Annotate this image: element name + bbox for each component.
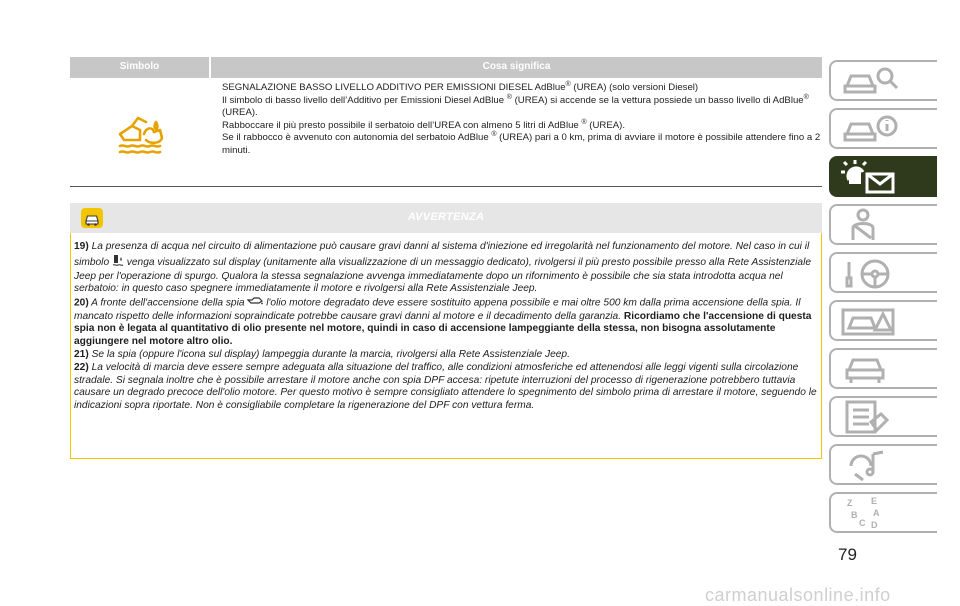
multimedia-icon — [841, 448, 901, 482]
tab-technical-data[interactable] — [829, 396, 937, 437]
desc-line-2: Il simbolo di basso livello dell’Additivo per Emissioni Diesel AdBlue ® (UREA) si accende se la vettura possiede un basso livello di AdBlue® (UREA). — [222, 93, 809, 119]
svg-text:B: B — [851, 510, 858, 520]
warning-title: AVVERTENZA — [407, 211, 485, 223]
watermark: carmanualsonline.info — [705, 585, 891, 605]
desc-line-3: Rabboccare il più presto possibile il serbatoio dell’UREA con almeno 5 litri di AdBlue ® (UREA). — [222, 118, 625, 131]
oil-degraded-icon — [247, 296, 263, 310]
page-number: 79 — [838, 545, 857, 564]
note-19: 19) La presenza di acqua nel circuito di alimentazione può causare gravi danni al sistema d'iniezione ed irregolarità nel funzionamento del motore. Nel caso in cui il simbolo venga visualizzato sul display (unitamente alla visualizzazione di un messaggio dedicato), rivolgersi il più presto possibile presso alla Rete Assistenziale Jeep per l'operazione di spurgo. Qualora la stessa segnalazione avvenga immediatamente dopo un rifornimento è possibile che sia stata introdotta acqua nel serbatoio: in questo caso spegnere immediatamente il motore e rivolgersi alla Rete Assistenziale Jeep. — [74, 241, 812, 295]
car-search-icon — [841, 64, 901, 98]
technical-data-icon — [841, 400, 901, 434]
svg-text:A: A — [873, 508, 880, 518]
warning-light-message-icon — [841, 160, 901, 194]
header-symbol: Simbolo — [119, 61, 160, 72]
seatbelt-person-icon — [841, 208, 901, 242]
car-info-icon — [841, 112, 901, 146]
warning-text — [74, 241, 818, 413]
row-divider — [70, 186, 822, 187]
svg-text:C: C — [859, 518, 866, 528]
note-21: 21) Se la spia (oppure l'icona sul display) lampeggia durante la marcia, rivolgersi alla Rete Assistenziale Jeep. — [74, 348, 570, 360]
water-in-fuel-icon — [112, 254, 124, 271]
desc-line-4: Se il rabbocco è avvenuto con autonomia del serbatoio AdBlue ® (UREA) pari a 0 km, prima di avviare il motore è possibile attendere fino a 2 minuti. — [222, 131, 821, 156]
warning-header — [70, 203, 822, 233]
symbol-description — [222, 82, 822, 158]
tab-warning-lights[interactable] — [829, 156, 937, 197]
svg-text:D: D — [871, 520, 878, 530]
tab-emergency[interactable] — [829, 300, 937, 341]
index-icon — [841, 496, 901, 536]
tab-car-info[interactable] — [829, 108, 937, 149]
tab-car-search[interactable] — [829, 60, 937, 101]
steering-wheel-icon — [841, 256, 901, 290]
svg-text:E: E — [871, 496, 878, 506]
header-meaning: Cosa significa — [482, 61, 551, 72]
car-service-icon — [841, 352, 901, 386]
adblue-water-in-fuel-icon — [116, 114, 168, 161]
table-header — [70, 57, 822, 78]
tab-safety[interactable] — [829, 204, 937, 245]
tab-multimedia[interactable] — [829, 444, 937, 485]
car-hazard-icon — [841, 304, 901, 338]
desc-line-1: SEGNALAZIONE BASSO LIVELLO ADDITIVO PER EMISSIONI DIESEL AdBlue® (UREA) (solo versioni Diesel) — [222, 80, 699, 93]
tab-maintenance[interactable] — [829, 348, 937, 389]
tab-starting-driving[interactable] — [829, 252, 937, 293]
svg-text:Z: Z — [847, 498, 853, 508]
note-22: 22) La velocità di marcia deve essere sempre adeguata alla situazione del traffico, alle condizioni atmosferiche ed attenendosi alle leggi vigenti sulla circolazione stradale. Si segnala inoltre che è possibile arrestare il motore anche con spia DPF accesa: ripetute interruzioni del processo di rigenerazione potrebbero tuttavia causare un degrado precoce dell'olio motore. Per questo motivo è sempre consigliato attendere lo spegnimento del simbolo prima di arrestare il motore, seguendo le indicazioni sopra riportate. Non è consigliabile completare la rigenerazione del DPF con vettura ferma. — [74, 361, 817, 412]
note-20: 20) A fronte dell'accensione della spia l'olio motore degradato deve essere sostituito appena possibile e mai oltre 500 km dalla prima accensione della spia. Il mancato rispetto delle informazioni sopraindicate potrebbe causare gravi danni al motore e il decadimento della garanzia. Ricordiamo che l'accensione di questa spia non è legata al quantitativo di olio presente nel motore, quindi in caso di accensione lampeggiante della stessa, non bisogna assolutamente aggiungere nel motore altro olio. — [74, 297, 812, 348]
tab-index[interactable] — [829, 492, 937, 533]
